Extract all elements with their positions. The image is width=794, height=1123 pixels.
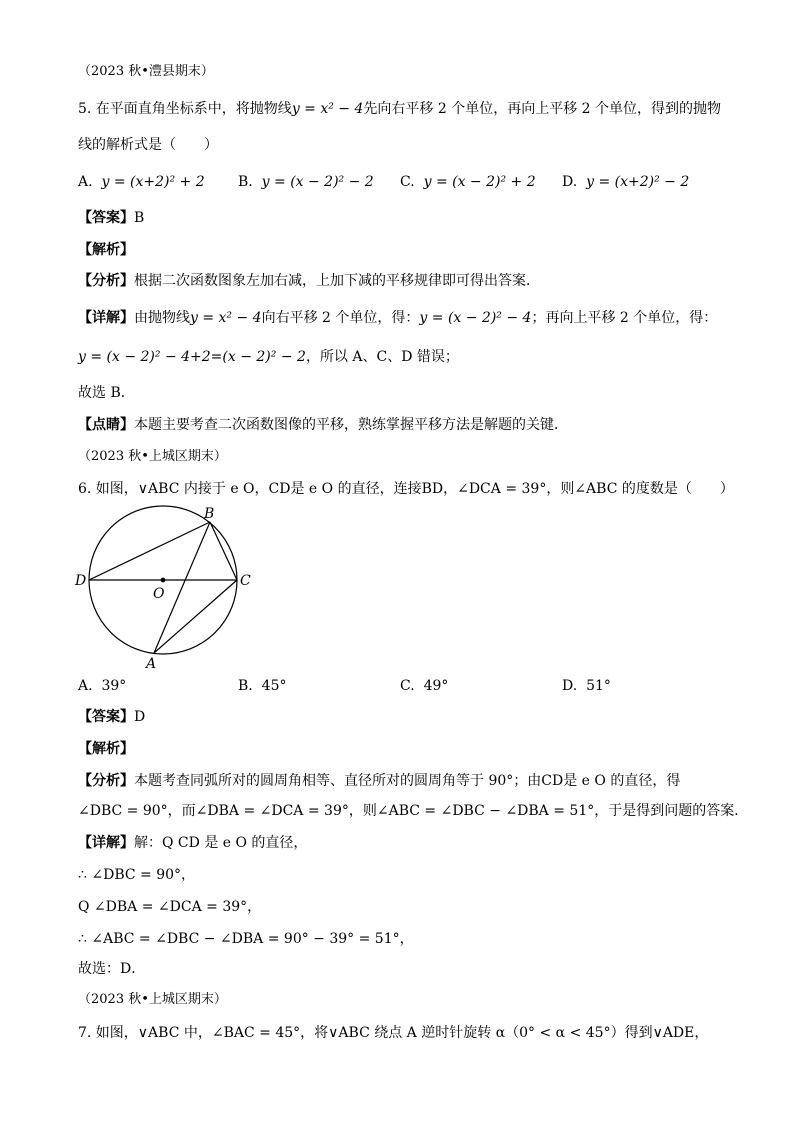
label-a: A	[146, 656, 157, 672]
q5-option-b[interactable]	[238, 172, 374, 192]
q5-stem-text2: 先向右平移 2 个单位，再向上平移 2 个单位，得到的抛物	[363, 101, 722, 117]
xiangjie-text: 解：Q CD 是 e O 的直径，	[134, 835, 308, 851]
q5-stem-expr: y = x² − 4	[291, 101, 364, 117]
xiangjie-tag: 【详解】	[78, 310, 134, 326]
option-value: 45°	[261, 678, 287, 694]
q6-option-d[interactable]	[562, 676, 611, 696]
option-expr: y = (x+2)² + 2	[101, 174, 205, 190]
q6-conclusion: 故选：D．	[78, 961, 146, 977]
answer-tag: 【答案】	[78, 709, 134, 725]
q5-analysis-tag: 【解析】	[78, 242, 134, 258]
q5-option-a[interactable]	[78, 172, 205, 192]
option-label: D.	[562, 174, 578, 190]
option-label: D.	[562, 678, 578, 694]
q5-xiangjie	[78, 308, 717, 328]
q6-option-c[interactable]	[400, 676, 448, 696]
q5-dianjing	[78, 415, 568, 435]
answer-value: D	[134, 709, 146, 725]
circle-figure	[70, 500, 260, 678]
option-label: B.	[238, 678, 253, 694]
fenxi-text: 根据二次函数图象左加右减，上加下减的平移规律即可得出答案．	[134, 273, 540, 289]
option-label: A.	[78, 678, 93, 694]
xiangjie-text: 由抛物线	[134, 310, 190, 326]
xiangjie-text: ；再向上平移 2 个单位，得：	[531, 310, 718, 326]
fenxi-text: 本题考查同弧所对的圆周角相等、直径所对的圆周角等于 90°；由CD是 e O 的直径，得	[134, 773, 681, 789]
xiangjie-text: 向右平移 2 个单位，得：	[261, 310, 420, 326]
q5-option-c[interactable]	[400, 172, 536, 192]
dianjing-tag: 【点睛】	[78, 417, 134, 433]
q6-fenxi-line2: ∠DBC = 90°，而∠DBA = ∠DCA = 39°，则∠ABC = ∠DBC − ∠DBA = 51°，于是得到问题的答案．	[78, 803, 749, 819]
q5-xiangjie-line2	[78, 347, 459, 367]
xiangjie-expr: y = (x − 2)² − 4	[419, 310, 532, 326]
label-b: B	[204, 506, 215, 522]
option-label: C.	[400, 174, 415, 190]
label-o: O	[153, 586, 165, 602]
answer-tag: 【答案】	[78, 210, 134, 226]
q6-xiangjie	[78, 833, 307, 853]
segment-ac	[154, 580, 237, 653]
q6-source: （2023 秋•上城区期末）	[78, 449, 227, 464]
option-value: 49°	[423, 678, 449, 694]
q6-step-3: ∴ ∠ABC = ∠DBC − ∠DBA = 90° − 39° = 51°，	[78, 931, 414, 947]
q6-step-1: ∴ ∠DBC = 90°，	[78, 867, 196, 883]
q6-stem: 6. 如图，∨ABC 内接于 e O，CD是 e O 的直径，连接BD，∠DCA = 39°，则∠ABC 的度数是（ ）	[78, 481, 734, 497]
option-label: B.	[238, 174, 253, 190]
xiangjie-tag: 【详解】	[78, 835, 134, 851]
q5-stem-line2: 线的解析式是（ ）	[78, 137, 218, 153]
center-point	[161, 578, 166, 583]
q5-stem-line1	[78, 99, 721, 119]
q7-stem: 7. 如图，∨ABC 中，∠BAC = 45°，将∨ABC 绕点 A 逆时针旋转 α（0° < α < 45°）得到∨ADE，	[78, 1025, 709, 1041]
label-d: D	[75, 573, 87, 589]
q5-source: （2023 秋•澧县期末）	[78, 64, 214, 79]
q6-answer	[78, 707, 145, 727]
option-expr: y = (x − 2)² + 2	[423, 174, 536, 190]
segment-bc	[210, 522, 237, 580]
answer-value: B	[134, 210, 145, 226]
q6-option-a[interactable]	[78, 676, 126, 696]
q5-stem-text: 5. 在平面直角坐标系中，将抛物线	[78, 101, 292, 117]
label-c: C	[240, 573, 251, 589]
option-value: 51°	[586, 678, 611, 694]
q7-source: （2023 秋•上城区期末）	[78, 992, 227, 1007]
xiangjie-text: ，所以 A、C、D 错误；	[305, 349, 459, 365]
q5-option-d[interactable]	[562, 172, 689, 192]
dianjing-text: 本题主要考查二次函数图像的平移，熟练掌握平移方法是解题的关键．	[134, 417, 568, 433]
xiangjie-expr: y = (x − 2)² − 4+2=(x − 2)² − 2	[78, 349, 306, 365]
xiangjie-expr: y = x² − 4	[190, 310, 262, 326]
option-value: 39°	[101, 678, 127, 694]
option-expr: y = (x − 2)² − 2	[261, 174, 374, 190]
q5-fenxi	[78, 271, 540, 291]
option-expr: y = (x+2)² − 2	[586, 174, 690, 190]
q6-fenxi	[78, 771, 680, 791]
q6-analysis-tag: 【解析】	[78, 741, 134, 757]
q5-answer	[78, 208, 144, 228]
option-label: C.	[400, 678, 415, 694]
fenxi-tag: 【分析】	[78, 773, 134, 789]
option-label: A.	[78, 174, 93, 190]
fenxi-tag: 【分析】	[78, 273, 134, 289]
q6-step-2: Q ∠DBA = ∠DCA = 39°，	[78, 899, 262, 915]
q5-conclusion: 故选 B．	[78, 385, 135, 401]
q6-option-b[interactable]	[238, 676, 286, 696]
